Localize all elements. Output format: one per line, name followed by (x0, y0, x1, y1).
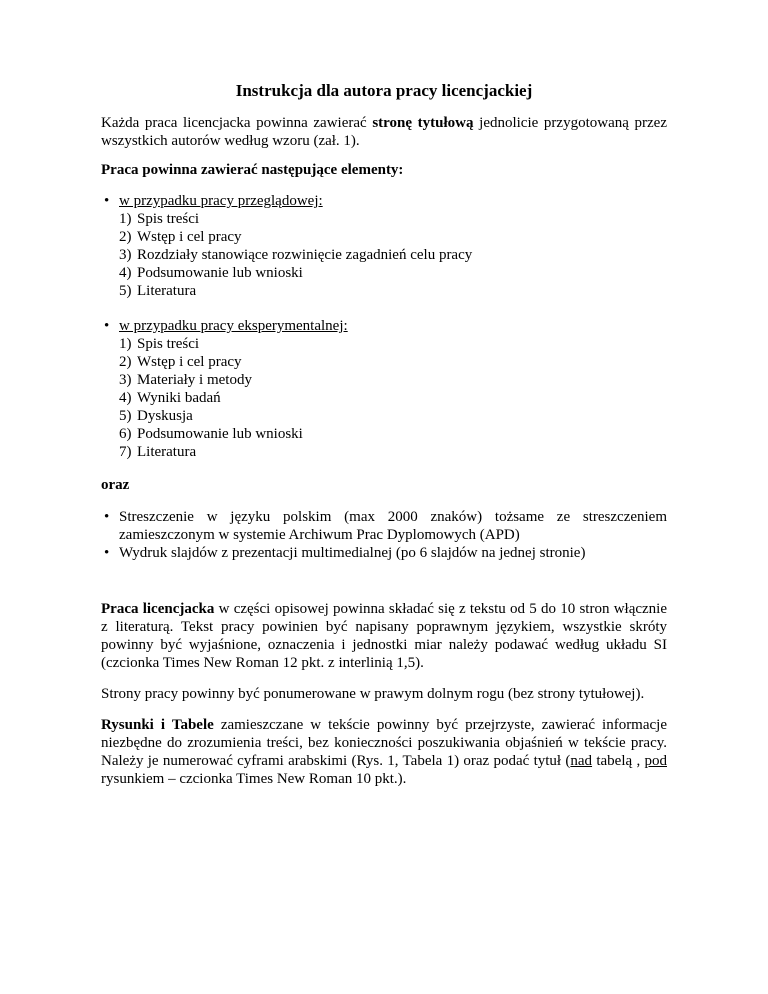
experimental-section (101, 317, 667, 461)
review-section (101, 192, 667, 300)
experimental-items-list (119, 335, 667, 461)
list-item: 2) Wstęp i cel pracy (119, 354, 242, 370)
elements-heading: Praca powinna zawierać następujące elementy: (101, 162, 404, 178)
list-item: 3) Materiały i metody (119, 372, 252, 388)
list-item: 5) Literatura (119, 283, 197, 299)
experimental-section-label: w przypadku pracy eksperymentalnej: (119, 318, 348, 334)
figures-paragraph: Rysunki i Tabele zamieszczane w tekście powinny być przejrzyste, zawierać informacje niezbędne do zrozumienia treści, bez konieczności poszukiwania objaśnień w tekście pracy. Należy je numerować cyframi arabskimi (Rys. 1, Tabela 1) oraz podać tytuł (nad tabelą , pod rysunkiem – czcionka Times New Roman 10 pkt.). (101, 717, 667, 787)
numbering-paragraph: Strony pracy powinny być ponumerowane w prawym dolnym rogu (bez strony tytułowej). (101, 686, 645, 702)
bullet-icon: • (104, 193, 110, 209)
underlined-nad: nad (570, 753, 593, 769)
intro-text-start: Każda praca licencjacka powinna zawierać (101, 115, 373, 131)
intro-bold-phrase: stronę tytułową (372, 115, 474, 131)
length-paragraph (101, 600, 667, 672)
extra-items-list (101, 508, 667, 562)
intro-paragraph (101, 114, 667, 150)
list-item: 7) Literatura (119, 444, 197, 460)
bullet-icon: • (104, 509, 110, 525)
document-title: Instrukcja dla autora pracy licencjackiej (235, 81, 533, 100)
list-item: 1) Spis treści (119, 211, 200, 227)
bullet-icon: • (104, 318, 110, 334)
underlined-pod: pod (644, 753, 667, 769)
bullet-icon: • (104, 545, 110, 561)
document-page (101, 80, 667, 799)
list-item: • Wydruk slajdów z prezentacji multimedialnej (po 6 slajdów na jednej stronie) (104, 545, 586, 561)
work-type-list (101, 192, 667, 461)
figures-bold-phrase: Rysunki i Tabele (101, 717, 214, 733)
intro-text-end: jednolicie przygotowaną przez wszystkich autorów według wzoru (zał. 1). (101, 115, 667, 149)
length-bold-phrase: Praca licencjacka (101, 601, 215, 617)
review-section-label: w przypadku pracy przeglądowej: (119, 193, 323, 209)
oraz-label: oraz (101, 477, 130, 493)
list-item: 4) Podsumowanie lub wnioski (119, 265, 303, 281)
list-item: 4) Wyniki badań (119, 390, 221, 406)
list-item: 5) Dyskusja (119, 408, 193, 424)
length-text: w części opisowej powinna składać się z tekstu od 5 do 10 stron włącznie z literaturą. Tekst pracy powinien być napisany poprawnym językiem, wszystkie skróty powinny być wyjaśnione, oznaczenia i jednostki miar należy podawać według układu SI (czcionka Times New Roman 12 pkt. z interlinią 1,5). (101, 601, 668, 671)
list-item: 6) Podsumowanie lub wnioski (119, 426, 303, 442)
list-item: • Streszczenie w języku polskim (max 2000 znaków) tożsame ze streszczeniem zamieszczonym w systemie Archiwum Prac Dyplomowych (APD) (104, 509, 667, 543)
list-item: 1) Spis treści (119, 336, 200, 352)
list-item: 2) Wstęp i cel pracy (119, 229, 242, 245)
review-items-list (119, 210, 667, 300)
list-item: 3) Rozdziały stanowiące rozwinięcie zagadnień celu pracy (119, 247, 473, 263)
